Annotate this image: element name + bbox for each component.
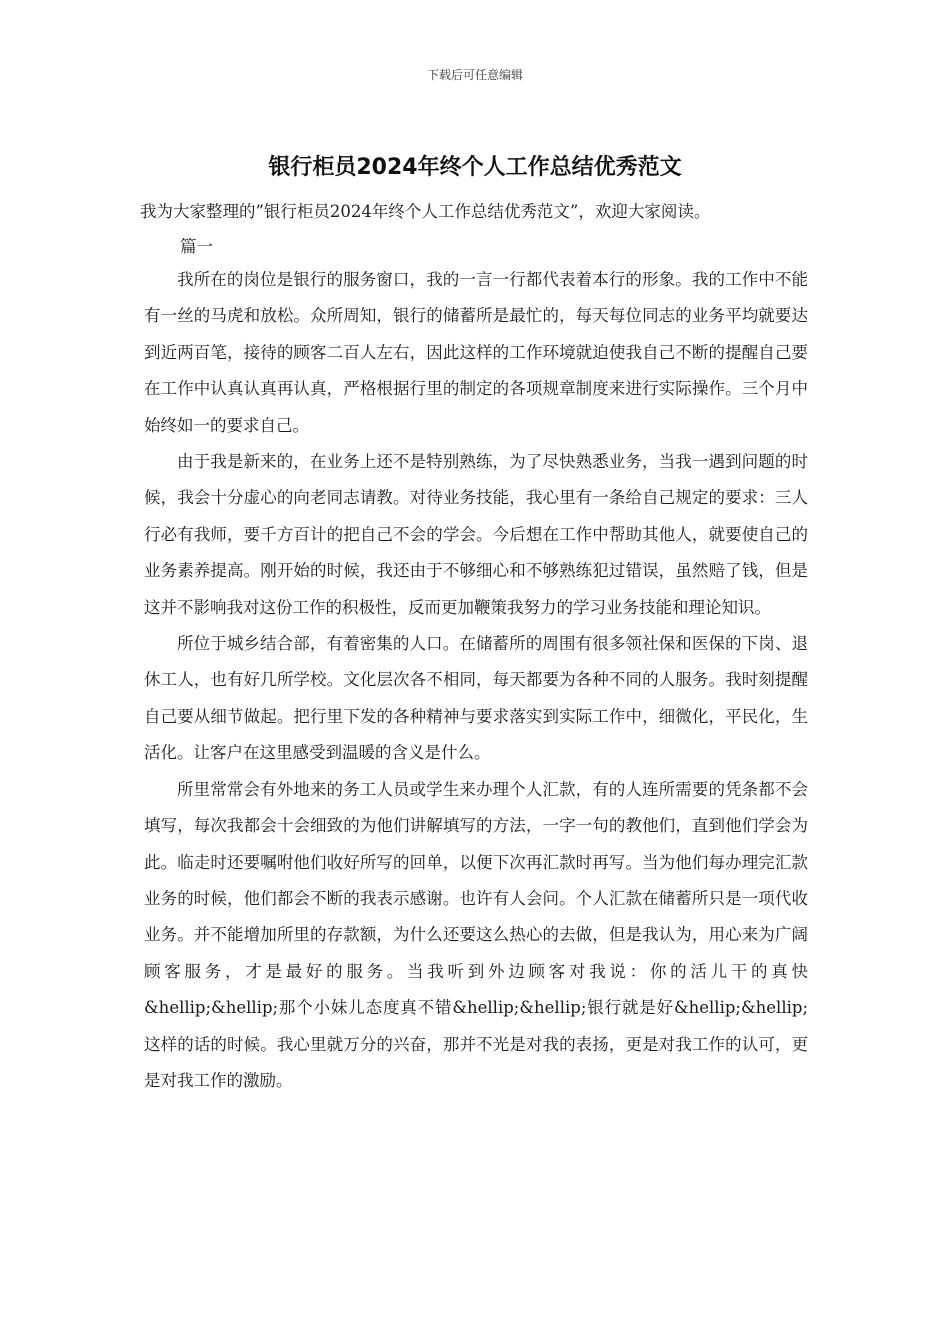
document-title: 银行柜员2024年终个人工作总结优秀范文 (268, 155, 682, 180)
body-paragraph: 所里常常会有外地来的务工人员或学生来办理个人汇款，有的人连所需要的凭条都不会填写，每次我都会十会细致的为他们讲解填写的方法，一字一句的教他们，直到他们学会为此。临走时还要嘱咐他们收好所写的回单，以便下次再汇款时再写。当为他们每办理完汇款业务的时候，他们都会不断的我表示感谢。也许有人会问。个人汇款在储蓄所只是一项代收业务。并不能增加所里的存款额，为什么还要这么热心的去做，但是我认为，用心来为广阔顾客服务，才是最好的服务。当我听到外边顾客对我说：你的活儿干的真快&hellip;&hellip;那个小妹儿态度真不错&hellip;&hellip;银行就是好&hellip;&hellip;这样的话的时候。我心里就万分的兴奋，那并不光是对我的表扬，更是对我工作的认可，更是对我工作的激励。 (144, 779, 808, 1090)
body-paragraph: 由于我是新来的，在业务上还不是特别熟练，为了尽快熟悉业务，当我一遇到问题的时候，我会十分虚心的向老同志请教。对待业务技能，我心里有一条给自己规定的要求：三人行必有我师，要千方百计的把自己不会的学会。今后想在工作中帮助其他人，就要使自己的业务素养提高。刚开始的时候，我还由于不够细心和不够熟练犯过错误，虽然赔了钱，但是这并不影响我对这份工作的积极性，反而更加鞭策我努力的学习业务技能和理论知识。 (144, 452, 808, 617)
intro-paragraph: 我为大家整理的”银行柜员2024年终个人工作总结优秀范文”，欢迎大家阅读。 (140, 202, 711, 221)
body-paragraph: 我所在的岗位是银行的服务窗口，我的一言一行都代表着本行的形象。我的工作中不能有一丝的马虎和放松。众所周知，银行的储蓄所是最忙的，每天每位同志的业务平均就要达到近两百笔，接待的顾客二百人左右，因此这样的工作环境就迫使我自己不断的提醒自己要在工作中认真认真再认真，严格根据行里的制定的各项规章制度来进行实际操作。三个月中始终如一的要求自己。 (144, 270, 808, 435)
document-body (144, 262, 808, 1099)
chapter-heading: 篇一 (180, 237, 213, 256)
body-paragraph: 所位于城乡结合部，有着密集的人口。在储蓄所的周围有很多领社保和医保的下岗、退休工人，也有好几所学校。文化层次各不相同，每天都要为各种不同的人服务。我时刻提醒自己要从细节做起。把行里下发的各种精神与要求落实到实际工作中，细微化，平民化，生活化。让客户在这里感受到温暖的含义是什么。 (144, 634, 808, 763)
page-header: 下载后可任意编辑 (426, 68, 523, 82)
